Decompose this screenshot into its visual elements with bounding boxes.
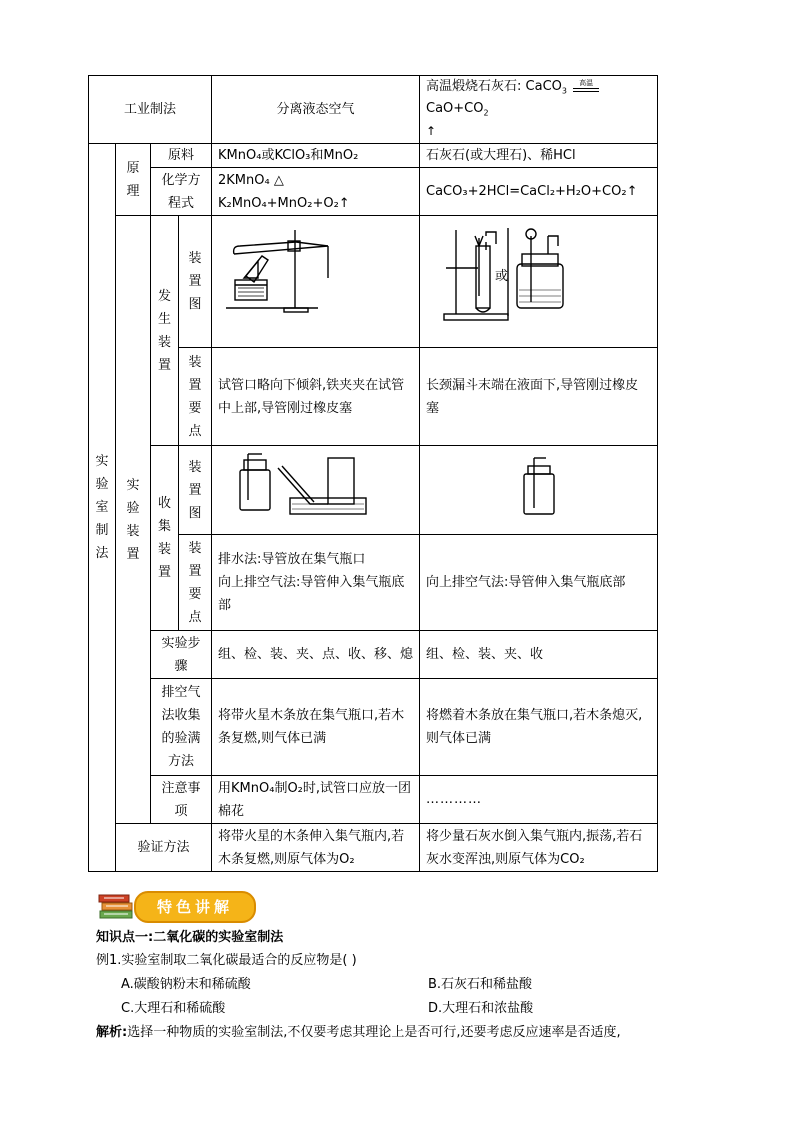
- co2-notes: …………: [420, 776, 658, 824]
- col-points-label: 装置要点: [179, 535, 212, 631]
- co2-raw-material: 石灰石(或大理石)、稀HCl: [420, 144, 658, 168]
- co2-verify: 将少量石灰水倒入集气瓶内,振荡,若石灰水变浑浊,则原气体为CO₂: [420, 824, 658, 872]
- o2-collection-points: [212, 535, 420, 631]
- industrial-co2: 高温煅烧石灰石: CaCO$_3$ 高温 $CaO+CO_2$ ↑: [420, 76, 658, 144]
- option-a: A.碳酸钠粉末和稀硫酸: [121, 977, 251, 992]
- o2-collection-points-line2: 向上排空气法:导管伸入集气瓶底部: [218, 575, 405, 613]
- gen-points-label: 装置要点: [179, 348, 212, 446]
- banner-title: 特色讲解: [134, 891, 256, 923]
- o2-steps: 组、检、装、夹、点、收、移、熄: [212, 631, 420, 679]
- o2-generation-points: 试管口略向下倾斜,铁夹夹在试管中上部,导管刚过橡皮塞: [212, 348, 420, 446]
- option-b: B.石灰石和稀盐酸: [428, 977, 533, 992]
- co2-generation-diagram: [420, 216, 658, 348]
- equation-label: 化学方程式: [151, 168, 212, 216]
- o2-equation: 2KMnO₄ △ K₂MnO₄+MnO₂+O₂↑: [212, 168, 420, 216]
- o2-generation-diagram: [212, 216, 420, 348]
- co2-full-check: 将燃着木条放在集气瓶口,若木条熄灭,则气体已满: [420, 679, 658, 776]
- analysis: [96, 1023, 621, 1043]
- section-heading: 知识点一:二氧化碳的实验室制法: [96, 930, 284, 945]
- o2-collection-points-line1: 排水法:导管放在集气瓶口: [218, 552, 366, 567]
- col-diagram-label: 装置图: [179, 446, 212, 535]
- co2-steps: 组、检、装、夹、收: [420, 631, 658, 679]
- device-label: 实验装置: [116, 216, 151, 824]
- co2-collection-points: 向上排空气法:导管伸入集气瓶底部: [420, 535, 658, 631]
- co2-collection-diagram: [420, 446, 658, 535]
- o2-raw-material: KMnO₄或KClO₃和MnO₂: [212, 144, 420, 168]
- analysis-text: 选择一种物质的实验室制法,不仅要考虑其理论上是否可行,还要考虑反应速率是否适度,: [127, 1025, 621, 1040]
- option-c: C.大理石和稀硫酸: [121, 1001, 226, 1016]
- option-d: D.大理石和浓盐酸: [428, 1001, 534, 1016]
- high-temp-condition: 高温: [573, 80, 599, 94]
- raw-material-label: 原料: [151, 144, 212, 168]
- or-label: 或: [495, 269, 509, 284]
- lab-method-label: 实验室制法: [89, 144, 116, 872]
- industrial-o2: 分离液态空气: [212, 76, 420, 144]
- principle-label: 原理: [116, 144, 151, 216]
- o2-collection-diagram: [212, 446, 420, 535]
- feature-banner: [96, 885, 258, 925]
- notes-label: 注意事项: [151, 776, 212, 824]
- industrial-label: 工业制法: [89, 76, 212, 144]
- steps-label: 实验步骤: [151, 631, 212, 679]
- o2-notes: 用KMnO₄制O₂时,试管口应放一团棉花: [212, 776, 420, 824]
- generation-device-label: 发生装置: [151, 216, 179, 446]
- question-text: 例1.实验室制取二氧化碳最适合的反应物是( ): [96, 953, 357, 968]
- gen-diagram-label: 装置图: [179, 216, 212, 348]
- comparison-table: [88, 75, 658, 872]
- books-icon: [96, 885, 136, 925]
- full-check-label: 排空气法收集的验满方法: [151, 679, 212, 776]
- o2-full-check: 将带火星木条放在集气瓶口,若木条复燃,则气体已满: [212, 679, 420, 776]
- co2-generation-points: 长颈漏斗末端在液面下,导管刚过橡皮塞: [420, 348, 658, 446]
- collection-device-label: 收集装置: [151, 446, 179, 631]
- analysis-label: 解析:: [96, 1025, 128, 1040]
- co2-equation: CaCO₃+2HCl=CaCl₂+H₂O+CO₂↑: [420, 168, 658, 216]
- o2-verify: 将带火星的木条伸入集气瓶内,若木条复燃,则原气体为O₂: [212, 824, 420, 872]
- verify-label: 验证方法: [116, 824, 212, 872]
